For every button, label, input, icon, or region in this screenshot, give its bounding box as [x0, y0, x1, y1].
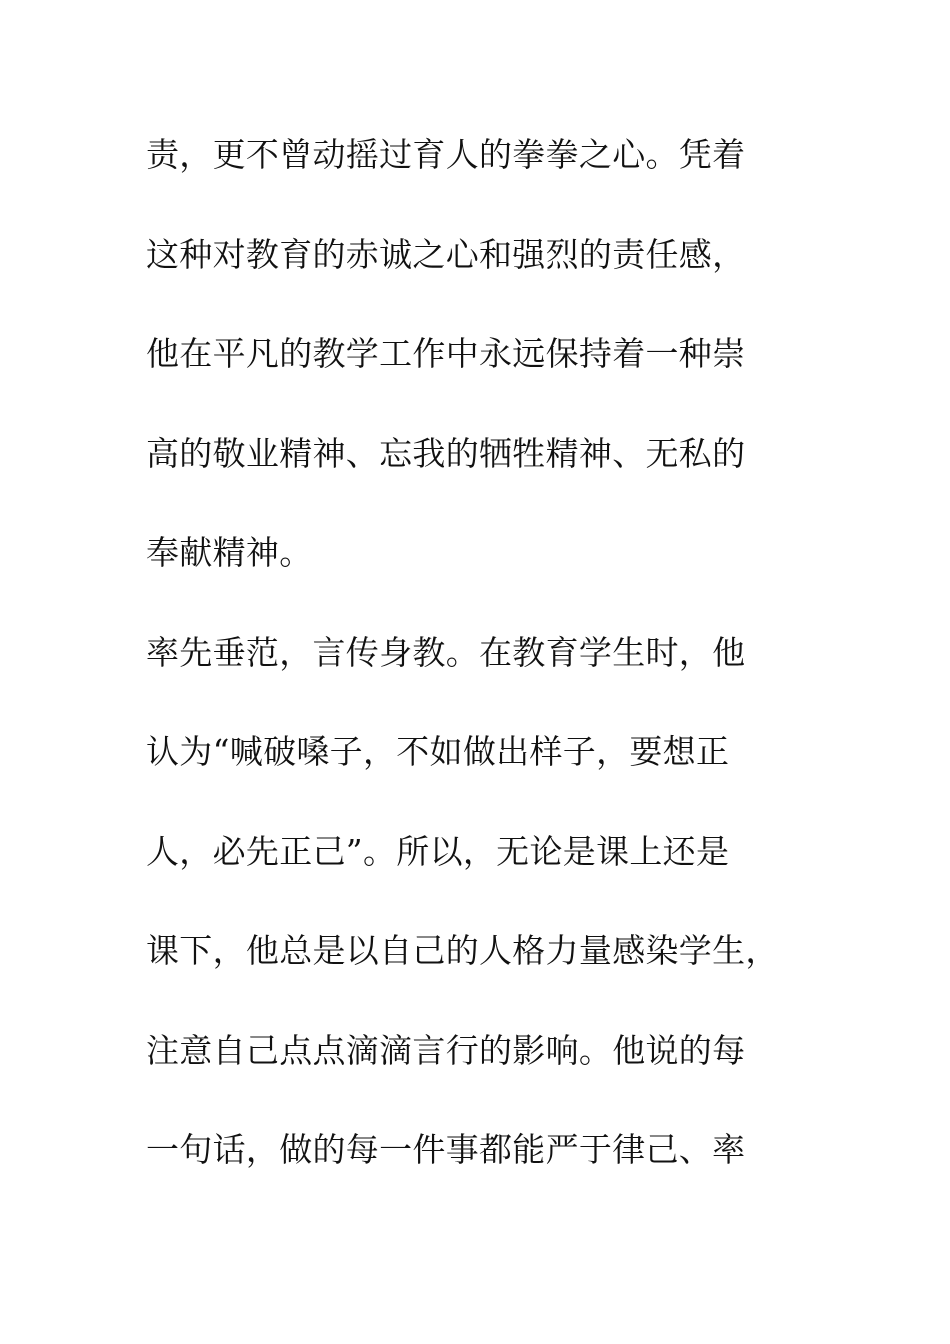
text-line: 奉献精神。 [146, 533, 313, 572]
text-line: 注意自己点点滴滴言行的影响。他说的每 [146, 1030, 746, 1070]
text-line: 责，更不曾动摇过育人的拳拳之心。凭着 [146, 135, 746, 174]
text-line: 率先垂范，言传身教。在教育学生时，他 [146, 632, 746, 672]
text-line: 课下，他总是以自己的人格力量感染学生， [146, 931, 779, 970]
text-line: 认为“喊破嗓子，不如做出样子，要想正 [146, 732, 730, 771]
text-line: 人，必先正己”。所以，无论是课上还是 [146, 831, 730, 871]
text-line: 这种对教育的赤诚之心和强烈的责任感， [146, 234, 746, 274]
text-line: 他在平凡的教学工作中永远保持着一种崇 [146, 334, 746, 373]
body-text [146, 122, 826, 1217]
text-line: 一句话，做的每一件事都能严于律己、率 [146, 1130, 746, 1169]
text-line: 高的敬业精神、忘我的牺牲精神、无私的 [146, 433, 746, 473]
